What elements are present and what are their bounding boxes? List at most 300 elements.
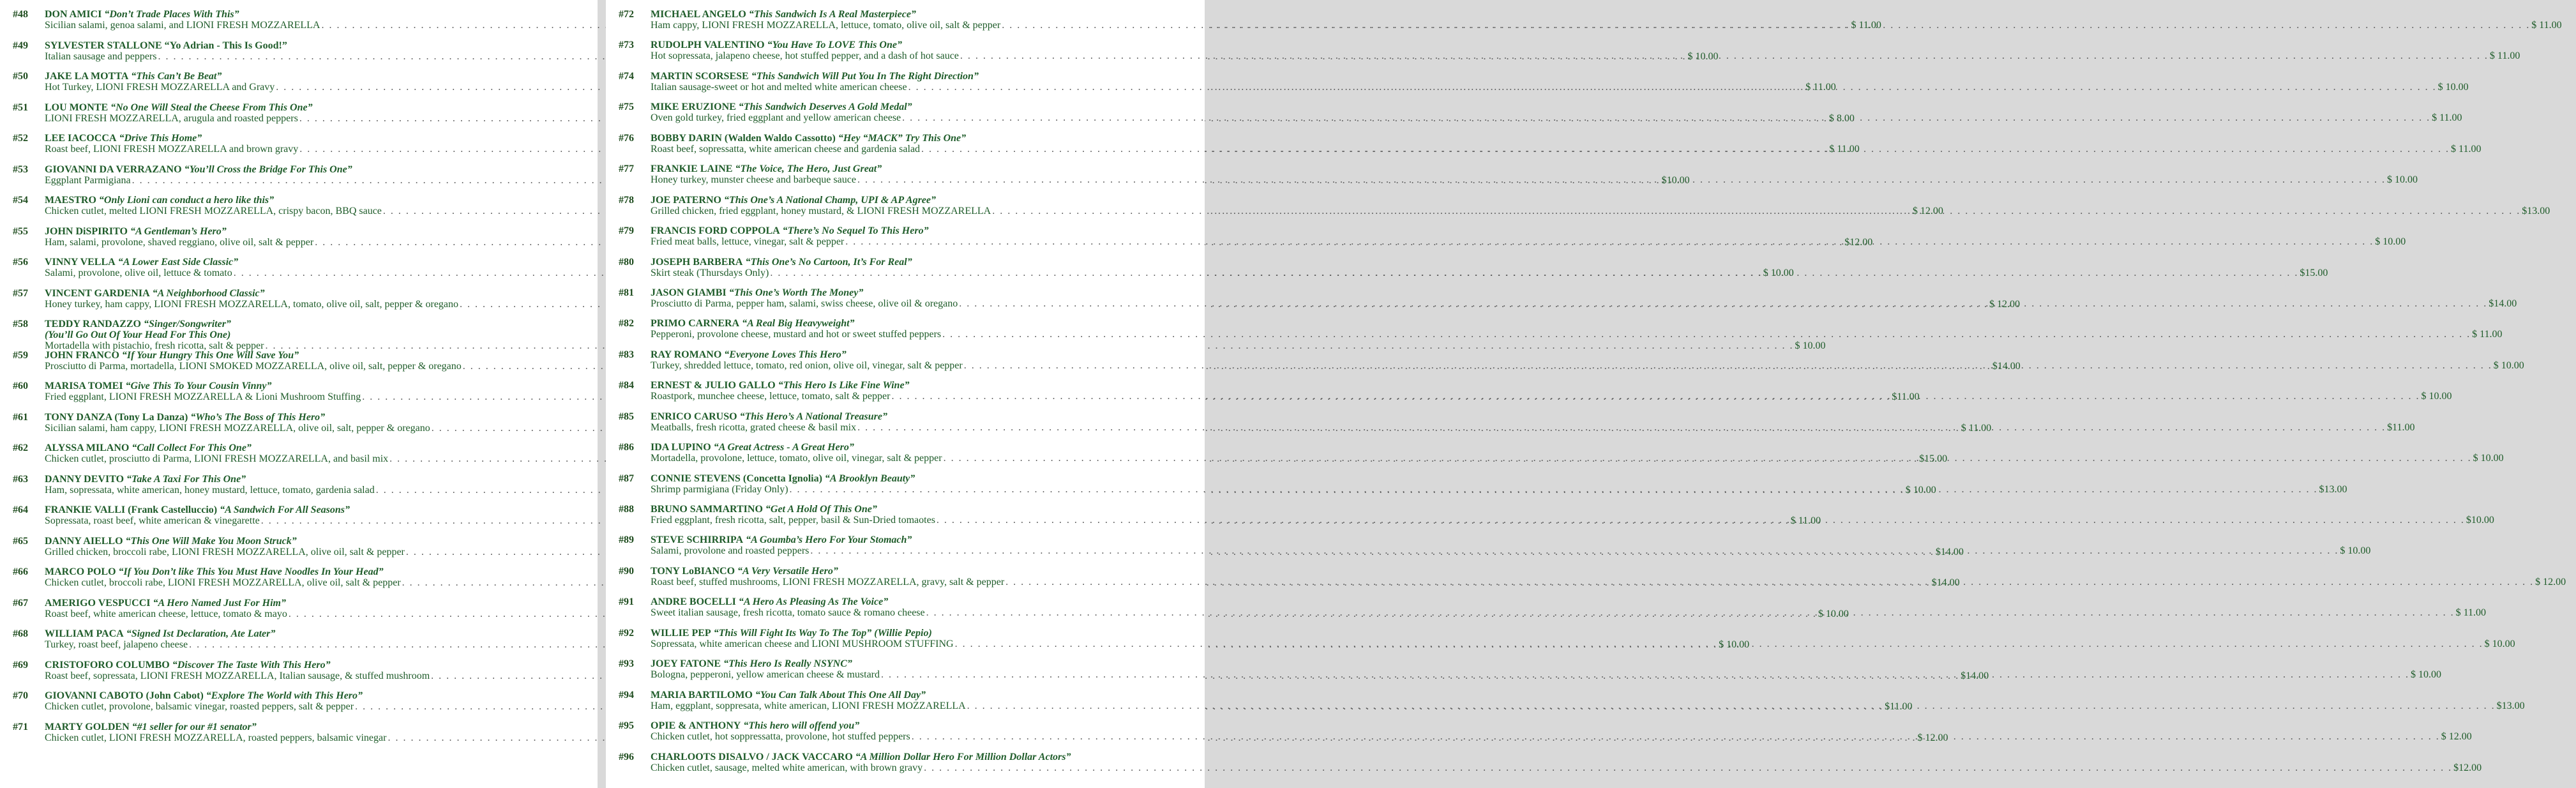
item-name: ALYSSA MILANO: [45, 443, 130, 453]
item-number: #78: [619, 194, 634, 206]
item-slogan: “This Sandwich Deserves A Gold Medal”: [738, 102, 912, 113]
item-name: CONNIE STEVENS (Concetta Ignolia): [651, 473, 822, 484]
item-number: #49: [13, 40, 28, 51]
item-number: #72: [619, 9, 634, 20]
item-slogan: “A Great Actress - A Great Hero”: [713, 442, 854, 453]
item-price: $ 10.00: [2340, 545, 2371, 557]
item-number: #69: [13, 659, 28, 671]
item-body: [651, 566, 2576, 587]
item-description-line: [651, 360, 2535, 371]
item-slogan: “This Can’t Be Beat”: [131, 71, 222, 82]
item-name: DANNY DEVITO: [45, 473, 124, 485]
item-description: Roast beef, stuffed mushrooms, LIONI FRESH MOZZARELLA, gravy, salt & pepper: [651, 576, 1005, 587]
item-body: [651, 318, 2513, 340]
item-body: [651, 163, 2428, 185]
item-slogan: “Call Collect For This One”: [132, 443, 252, 453]
item-heading: [651, 473, 2358, 484]
item-price: $ 12.00: [1989, 298, 2021, 310]
item-name: JOSEPH BARBERA: [651, 256, 743, 268]
item-price: $15.00: [2300, 267, 2328, 278]
item-description: Sopressata, roast beef, white american & vinegarette: [45, 515, 260, 526]
item-name: TONY LoBIANCO: [651, 565, 735, 577]
item-body: [651, 102, 2473, 123]
item-price: $ 10.00: [2375, 236, 2406, 248]
item-number: #48: [13, 9, 28, 20]
item-heading: [651, 195, 2560, 206]
item-number: #77: [619, 163, 634, 175]
item-heading: [651, 628, 2526, 639]
item-name: MARISA TOMEI: [45, 381, 123, 391]
item-name: GIOVANNI DA VERRAZANO: [45, 163, 182, 175]
item-name: TEDDY RANDAZZO: [45, 319, 141, 330]
dot-leader: [959, 298, 2487, 309]
item-slogan: “A Brooklyn Beauty”: [824, 473, 915, 484]
item-body: [651, 504, 2504, 526]
item-description: Ham, sopressata, white american, honey mustard, lettuce, tomato, gardenia salad: [45, 484, 375, 496]
item-body: [651, 720, 2482, 742]
item-description: Bologna, pepperoni, yellow american cheese & mustard: [651, 669, 880, 681]
item-price: $10.00: [2466, 515, 2494, 526]
item-number: #88: [619, 504, 634, 515]
item-description: Grilled chicken, fried eggplant, honey mustard, & LIONI FRESH MOZZARELLA: [651, 205, 991, 216]
item-heading: [651, 163, 2428, 174]
item-slogan: “#1 seller for our #1 senator”: [132, 721, 257, 732]
item-slogan: “You Have To LOVE This One”: [767, 40, 902, 51]
item-price: $ 10.00: [1687, 50, 1719, 62]
menu-item: [619, 9, 2562, 40]
item-number: #55: [13, 225, 28, 237]
item-description: Sweet italian sausage, fresh ricotta, tomato sauce & romano cheese: [651, 607, 925, 619]
item-price: $13.00: [2522, 205, 2550, 216]
item-slogan: “A Lower East Side Classic”: [117, 257, 239, 268]
dot-leader: [1006, 577, 2534, 587]
item-description: Hot sopressata, jalapeno cheese, hot stuffed pepper, and a dash of hot sauce: [651, 50, 959, 62]
menu-item: [619, 163, 2418, 194]
item-name: OPIE & ANTHONY: [651, 720, 741, 732]
item-description: Roastpork, munchee cheese, lettuce, tomato, salt & pepper: [651, 391, 891, 402]
item-description: Ham, salami, provolone, shaved reggiano, olive oil, salt & pepper: [45, 236, 314, 248]
item-name: FRANKIE VALLI (Frank Castelluccio): [45, 504, 218, 515]
item-heading: [651, 225, 2416, 236]
item-price: $ 12.00: [1912, 206, 1943, 216]
item-name: ENRICO CARUSO: [651, 411, 737, 422]
item-number: #86: [619, 442, 634, 453]
item-price: $ 11.00: [2472, 329, 2503, 340]
item-name: MARTIN SCORSESE: [651, 70, 749, 82]
item-name: VINCENT GARDENIA: [45, 287, 150, 299]
item-heading: [651, 720, 2482, 731]
item-slogan: “This Hero Is Really NSYNC”: [723, 658, 852, 670]
item-description-line: [651, 329, 2513, 340]
item-number: #83: [619, 349, 634, 360]
item-number: #66: [13, 566, 28, 577]
item-description: Chicken cutlet, LIONI FRESH MOZZARELLA, roasted peppers, balsamic vinegar: [45, 732, 387, 743]
item-price: $ 11.00: [2455, 607, 2487, 619]
item-name: LEE IACOCCA: [45, 133, 117, 144]
item-heading: [651, 442, 2514, 453]
item-slogan: “Discover The Taste With This Hero”: [172, 659, 331, 671]
item-body: [651, 411, 2425, 433]
item-price: $14.00: [1935, 546, 1964, 557]
dot-leader: [942, 329, 2471, 340]
item-body: [651, 534, 2381, 556]
item-price: $14.00: [1992, 360, 2021, 372]
item-number: #65: [13, 535, 28, 547]
item-body: [651, 225, 2416, 247]
item-price: $ 8.00: [1828, 112, 1855, 124]
dot-leader: [891, 391, 2420, 402]
item-slogan: “Don’t Trade Places With This”: [104, 9, 239, 20]
item-slogan: “A Hero As Pleasing As The Voice”: [738, 596, 889, 608]
item-price: $ 11.00: [2451, 143, 2482, 155]
item-description: Roast beef, white american cheese, lettuce, tomato & mayo: [45, 608, 287, 619]
dot-leader: [992, 206, 2520, 216]
item-description: Hot Turkey, LIONI FRESH MOZZARELLA and Gravy: [45, 82, 275, 93]
item-price: $10.00: [1661, 174, 1690, 186]
item-description-line: [651, 112, 2473, 123]
item-number: #75: [619, 102, 634, 113]
item-price: $12.00: [1844, 236, 1873, 248]
item-heading: [651, 596, 2496, 607]
item-description-line: [651, 762, 2492, 773]
menu-item: [619, 627, 2515, 658]
item-number: #60: [13, 381, 28, 391]
item-description: Chicken cutlet, prosciutto di Parma, LIONI FRESH MOZZARELLA, and basil mix: [45, 453, 389, 464]
item-description-line: [651, 577, 2576, 587]
item-slogan: “This One’s No Cartoon, It’s For Real”: [745, 256, 912, 268]
item-description: Mortadella, provolone, lettuce, tomato, olive oil, vinegar, salt & pepper: [651, 453, 942, 464]
item-body: [651, 71, 2479, 93]
item-description: Sicilian salami, genoa salami, and LIONI FRESH MOZZARELLA: [45, 20, 320, 31]
dot-leader: [967, 701, 2496, 711]
item-description-line: [651, 298, 2527, 309]
item-number: #91: [619, 596, 634, 608]
item-price: $13.00: [2319, 483, 2347, 495]
item-slogan: “Hey “MACK” Try This One”: [838, 132, 967, 144]
item-slogan: “The Voice, The Hero, Just Great”: [735, 163, 882, 175]
item-name: MAESTRO: [45, 195, 96, 206]
item-description: Honey turkey, ham cappy, LIONI FRESH MOZZARELLA, tomato, olive oil, salt, pepper & oregano: [45, 298, 459, 310]
item-number: #57: [13, 287, 28, 299]
item-slogan: “A Hero Named Just For Him”: [153, 597, 286, 609]
item-heading: [651, 9, 2572, 20]
item-body: [651, 596, 2496, 618]
item-slogan: “A Neighborhood Classic”: [152, 287, 265, 299]
item-name: JOEY FATONE: [651, 658, 721, 670]
item-description: Skirt steak (Thursdays Only): [651, 267, 769, 278]
item-description-line: [651, 422, 2425, 433]
item-price: $11.00: [2387, 421, 2415, 433]
item-body: [651, 257, 2338, 278]
item-name: FRANKIE LAINE: [651, 163, 733, 175]
item-description-line: [651, 453, 2514, 464]
item-slogan: “This One Will Make You Moon Struck”: [125, 535, 297, 547]
item-name: AMERIGO VESPUCCI: [45, 597, 151, 609]
item-name: ERNEST & JULIO GALLO: [651, 380, 776, 391]
item-description: Roast beef, LIONI FRESH MOZZARELLA and brown gravy: [45, 144, 299, 155]
item-number: #62: [13, 443, 28, 453]
item-slogan: “A Goumba’s Hero For Your Stomach”: [746, 534, 912, 546]
item-price: $ 10.00: [1763, 268, 1794, 278]
item-body: [651, 442, 2514, 464]
dot-leader: [912, 731, 2440, 742]
item-description: Meatballs, fresh ricotta, grated cheese & basil mix: [651, 421, 857, 433]
item-description-line: [651, 669, 2452, 680]
item-description-line: [651, 236, 2416, 247]
item-number: #56: [13, 257, 28, 268]
dot-leader: [926, 607, 2455, 618]
item-price: $ 11.00: [2432, 112, 2462, 124]
item-description-line: [651, 607, 2496, 618]
item-price: $ 11.00: [1851, 20, 1881, 31]
item-slogan: “Explore The World with This Hero”: [206, 690, 363, 701]
item-body: [651, 658, 2452, 680]
item-heading: [651, 102, 2473, 112]
item-price: $ 12.00: [1917, 732, 1948, 743]
item-body: [651, 473, 2358, 495]
item-description: Eggplant Parmigiana: [45, 174, 131, 186]
item-heading: [651, 287, 2527, 298]
item-price: $14.00: [1961, 670, 1989, 681]
item-number: #70: [13, 690, 28, 701]
item-price: $14.00: [1931, 577, 1960, 588]
item-number: #85: [619, 411, 634, 422]
item-slogan: “Get A Hold Of This One”: [765, 504, 877, 515]
dot-leader: [960, 50, 2489, 61]
menu-item: [619, 751, 2482, 782]
item-heading: [651, 318, 2513, 329]
item-description: Oven gold turkey, fried eggplant and yellow american cheese: [651, 112, 901, 124]
item-description: Chicken cutlet, hot soppressatta, provolone, hot stuffed peppers: [651, 731, 910, 743]
dot-leader: [944, 453, 2472, 464]
item-number: #61: [13, 411, 28, 423]
item-number: #64: [13, 504, 28, 515]
item-price: $ 10.00: [2411, 669, 2441, 681]
dot-leader: [857, 422, 2386, 433]
item-price: $ 10.00: [2437, 81, 2469, 93]
dot-leader: [908, 82, 2437, 93]
item-description: Fried meat balls, lettuce, vinegar, salt & pepper: [651, 236, 845, 248]
item-body: [651, 287, 2527, 309]
item-description: Fried eggplant, LIONI FRESH MOZZARELLA & Lioni Mushroom Stuffing: [45, 391, 361, 402]
dot-leader: [921, 144, 2450, 155]
item-heading: [651, 752, 2492, 762]
item-number: #95: [619, 720, 634, 732]
item-price: $11.00: [1892, 391, 1920, 402]
item-price: $ 11.00: [1829, 144, 1860, 155]
item-name: STEVE SCHIRRIPA: [651, 534, 744, 546]
item-slogan: “You Can Talk About This One All Day”: [755, 689, 926, 701]
item-slogan: “This hero will offend you”: [743, 720, 860, 732]
item-heading: [651, 380, 2462, 391]
item-number: #84: [619, 380, 634, 391]
item-description-line: [651, 82, 2479, 93]
item-slogan: “This One’s Worth The Money”: [728, 287, 864, 298]
item-name: LOU MONTE: [45, 102, 109, 113]
item-price: $ 11.00: [2489, 50, 2520, 62]
item-description-line: [651, 484, 2358, 495]
item-description: Roast beef, sopressatta, white american cheese and gardenia salad: [651, 143, 921, 155]
item-heading: [651, 504, 2504, 515]
item-number: #68: [13, 628, 28, 639]
item-description-line: [651, 545, 2381, 556]
item-number: #59: [13, 349, 28, 361]
dot-leader: [902, 112, 2430, 123]
item-body: [651, 349, 2535, 371]
item-name: JAKE LA MOTTA: [45, 71, 129, 82]
item-slogan: “Drive This Home”: [119, 133, 202, 144]
item-slogan: “A Sandwich For All Seasons”: [220, 504, 350, 515]
item-slogan: “A Gentleman’s Hero”: [130, 225, 227, 237]
item-number: #71: [13, 721, 28, 732]
dot-leader: [924, 762, 2452, 773]
item-slogan: “This Will Fight Its Way To The Top” (Willie Pepio): [713, 627, 932, 639]
item-description: Chicken cutlet, broccoli rabe, LIONI FRESH MOZZARELLA, olive oil, salt & pepper: [45, 577, 401, 588]
item-number: #76: [619, 132, 634, 144]
item-body: [651, 133, 2491, 155]
item-name: WILLIE PEP: [651, 627, 711, 639]
item-slogan: “There’s No Sequel To This Hero”: [782, 225, 929, 237]
item-name: DANNY AIELLO: [45, 535, 123, 547]
item-number: #96: [619, 751, 634, 762]
item-slogan: “Who’s The Boss of This Hero”: [190, 411, 326, 423]
item-name: MICHAEL ANGELO: [651, 9, 746, 20]
item-heading: [651, 411, 2425, 422]
item-description: Turkey, shredded lettuce, tomato, red onion, olive oil, vinegar, salt & pepper: [651, 360, 963, 371]
item-description: Grilled chicken, broccoli rabe, LIONI FRESH MOZZARELLA, olive oil, salt & pepper: [45, 546, 405, 557]
item-price: $15.00: [1919, 453, 1948, 464]
item-body: [651, 380, 2462, 402]
item-description-line: [651, 206, 2560, 216]
item-price: $ 11.00: [1805, 82, 1836, 93]
dot-leader: [845, 236, 2374, 247]
item-number: #87: [619, 473, 634, 484]
item-description: Mortadella with pistachio, fresh ricotta, salt & pepper: [45, 340, 264, 351]
dot-leader: [955, 639, 2483, 649]
dot-leader: [790, 484, 2318, 495]
item-slogan: “This One’s A National Champ, UPI & AP Agree”: [723, 194, 936, 206]
item-body: [651, 690, 2535, 711]
item-price: $12.00: [2453, 762, 2482, 773]
item-price: $ 10.00: [2484, 638, 2515, 649]
item-heading: [651, 133, 2491, 144]
item-heading: [651, 690, 2535, 701]
item-number: #79: [619, 225, 634, 237]
item-slogan: “Everyone Loves This Hero”: [724, 349, 847, 360]
item-description: Turkey, roast beef, jalapeno cheese: [45, 639, 188, 650]
item-description: Sicilian salami, ham cappy, LIONI FRESH MOZZARELLA, olive oil, salt, pepper & oregano: [45, 422, 430, 434]
item-number: #81: [619, 287, 634, 298]
item-body: [651, 628, 2526, 649]
item-slogan: “This Sandwich Is A Real Masterpiece”: [748, 9, 916, 20]
item-number: #92: [619, 627, 634, 639]
item-name: WILLIAM PACA: [45, 628, 124, 639]
item-description: Prosciutto di Parma, mortadella, LIONI SMOKED MOZZARELLA, olive oil, salt, pepper & oregano: [45, 360, 462, 372]
item-number: #94: [619, 689, 634, 701]
item-description: Salami, provolone and roasted peppers: [651, 545, 810, 557]
item-description-line: [651, 268, 2338, 278]
item-body: [651, 40, 2530, 61]
item-description-line: [651, 174, 2428, 185]
item-price: $ 10.00: [1719, 639, 1750, 650]
item-slogan: “A Million Dollar Hero For Million Dollar Actors”: [855, 751, 1071, 762]
item-description: Chicken cutlet, sausage, melted white american, with brown gravy: [651, 762, 923, 773]
item-price: $ 12.00: [2441, 731, 2472, 743]
item-description: Prosciutto di Parma, pepper ham, salami, swiss cheese, olive oil & oregano: [651, 298, 958, 309]
item-name: JASON GIAMBI: [651, 287, 727, 298]
item-price: $ 12.00: [2535, 576, 2566, 587]
item-slogan: “No One Will Steal the Cheese From This One”: [110, 102, 313, 113]
item-price: $14.00: [2489, 298, 2517, 309]
item-name: CRISTOFORO COLUMBO: [45, 659, 170, 671]
dot-leader: [881, 669, 2409, 680]
item-heading: [651, 534, 2381, 545]
item-name: BOBBY DARIN (Walden Waldo Cassotto): [651, 132, 836, 144]
item-number: #74: [619, 70, 634, 82]
dot-leader: [810, 545, 2339, 556]
item-slogan: “Signed Ist Declaration, Ate Later”: [126, 628, 276, 639]
item-description: LIONI FRESH MOZZARELLA, arugula and roasted peppers: [45, 112, 298, 124]
menu-item: [619, 720, 2472, 751]
item-description-line: [651, 20, 2572, 31]
item-number: #93: [619, 658, 634, 670]
item-description-line: [651, 701, 2535, 711]
item-number: #67: [13, 597, 28, 609]
item-description-line: [651, 639, 2526, 649]
item-slogan: “If Your Hungry This One Will Save You”: [121, 349, 299, 361]
item-price: $ 10.00: [1905, 484, 1936, 496]
item-number: #50: [13, 71, 28, 82]
item-name: IDA LUPINO: [651, 442, 711, 453]
item-name: RAY ROMANO: [651, 349, 722, 360]
item-description: Fried eggplant, fresh ricotta, salt, pepper, basil & Sun-Dried tomaotes: [651, 515, 935, 526]
item-number: #52: [13, 133, 28, 144]
item-description: Salami, provolone, olive oil, lettuce & tomato: [45, 268, 232, 278]
item-description-line: [651, 391, 2462, 402]
dot-leader: [964, 360, 2492, 371]
item-number: #51: [13, 102, 28, 113]
item-name: JOHN DiSPIRITO: [45, 225, 128, 237]
item-name: DON AMICI: [45, 9, 102, 20]
item-number: #80: [619, 256, 634, 268]
item-slogan: “You’ll Cross the Bridge For This One”: [184, 163, 352, 175]
item-description: Roast beef, sopressata, LIONI FRESH MOZZARELLA, Italian sausage, & stuffed mushroom: [45, 670, 430, 681]
item-name: BRUNO SAMMARTINO: [651, 504, 763, 515]
dot-leader: [857, 174, 2386, 185]
item-description: Pepperoni, provolone cheese, mustard and hot or sweet stuffed peppers: [651, 329, 942, 340]
item-price: $ 10.00: [1795, 340, 1826, 351]
item-name: CHARLOOTS DISALVO / JACK VACCARO: [651, 751, 853, 762]
item-price: $ 10.00: [1818, 608, 1849, 619]
item-name: JOHN FRANCO: [45, 349, 119, 361]
item-price: $ 11.00: [2531, 20, 2562, 31]
item-name: MARTY GOLDEN: [45, 721, 130, 732]
item-slogan: “This Sandwich Will Put You In The Right Direction”: [751, 70, 979, 82]
item-name: TONY DANZA (Tony La Danza): [45, 411, 188, 423]
item-price: $13.00: [2496, 700, 2525, 711]
item-number: #90: [619, 565, 634, 577]
item-number: #63: [13, 473, 28, 485]
item-heading: [651, 658, 2452, 669]
item-slogan: “Give This To Your Cousin Vinny”: [125, 381, 272, 391]
item-heading: [651, 566, 2576, 577]
item-slogan: “This Hero Is Like Fine Wine”: [778, 380, 910, 391]
item-number: #53: [13, 163, 28, 175]
item-description: Shrimp parmigiana (Friday Only): [651, 483, 788, 495]
item-body: [651, 9, 2572, 31]
dot-leader: [1002, 20, 2530, 31]
item-heading: [651, 257, 2338, 268]
